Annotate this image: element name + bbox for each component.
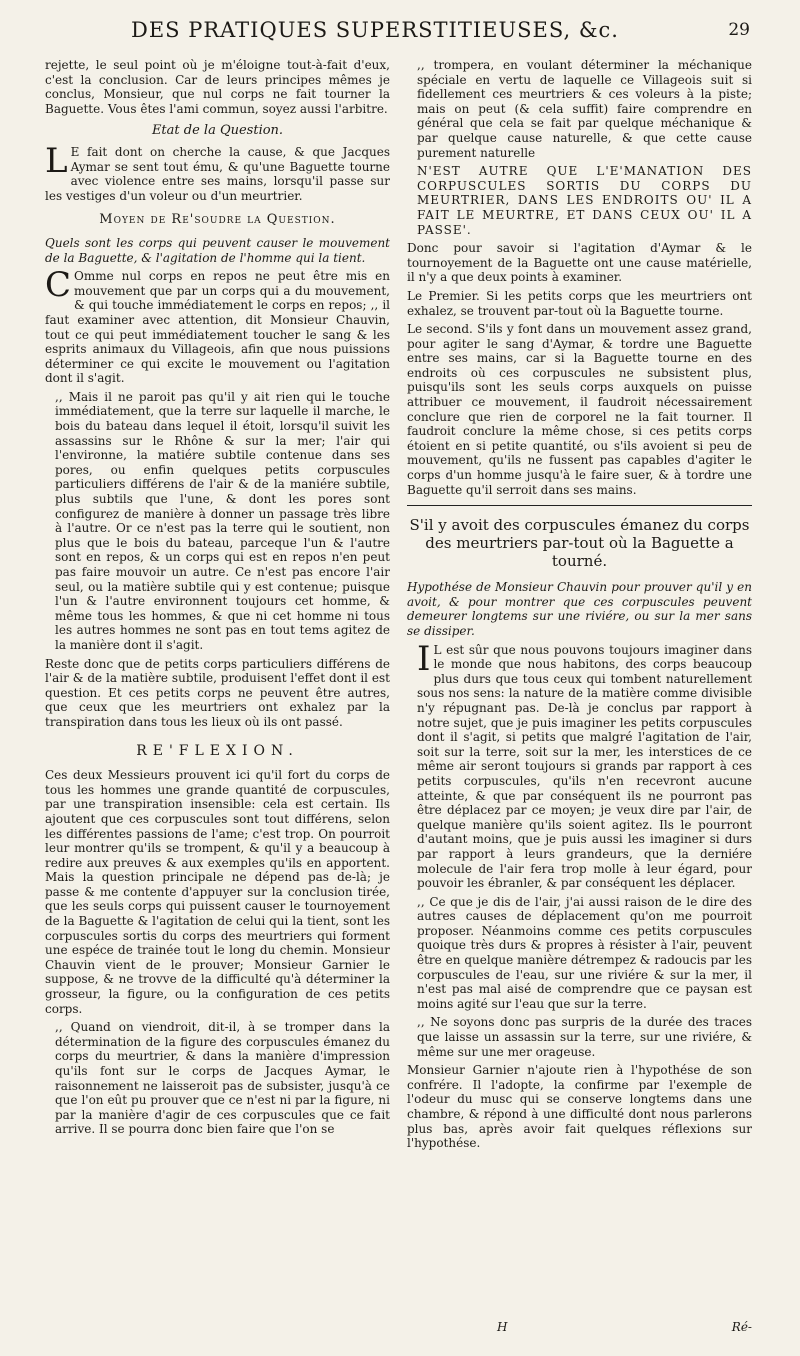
- paragraph-text: E fait dont on cherche la cause, & que Jacques Aymar se sent tout ému, & qu'une Baguette tourne avec violence entre ses mains, lorsqu'il passe sur les vestiges d'un voleur ou d'un meurtrier.: [45, 144, 390, 203]
- section-title: Moyen de Re'soudre la Question.: [99, 212, 336, 228]
- paragraph-text: L est sûr que nous pouvons toujours imaginer dans le monde que nous habitons, des corps beaucoup plus durs que tous ceux qui tombent naturellement sous nos sens: la nature de la matière comme divisible n'y répugnant pas. De-là je conclus par rapport à notre sujet, que je puis imaginer les petits corpuscules dont il s'agit, si petits que malgré l'agitation de l'air, soit sur la terre, soit sur la mer, les interstices de ce même air seront toujours si grands par rapport à ces petits corpuscules, qu'ils n'en recevront aucune atteinte, & que par conséquent ils ne pourront pas être déplacez par ce moyen; je veux dire par l'air, de quelque manière qu'ils soient agitez. Ils le pourront d'autant moins, que je puis aussi les imaginer si durs par rapport à leurs grandeurs, que la derniére molecule de l'air fera trop molle à leur égard, pour pouvoir les ébranler, & par conséquent les déplacer.: [417, 642, 752, 891]
- section-heading: Etat de la Question.: [151, 123, 284, 139]
- drop-cap: I: [417, 638, 431, 679]
- page-footer: [407, 1320, 752, 1342]
- paragraph: Reste donc que de petits corps particuliers différens de l'air & de la matière subtile, produisent l'effet dont il est question. Et ces petits corps ne peuvent être autres, que ceux que les meurtriers ont exhalez par la transpiration dans tous les lieux où ils ont passé.: [45, 656, 390, 729]
- quoted-paragraph: [407, 638, 752, 891]
- paragraph: Le second. S'ils y font dans un mouvement assez grand, pour agiter le sang d'Aymar, & tordre une Baguette entre ses mains, car si la Baguette tourne en des endroits où ces corpuscules ne subsistent plus, puisqu'ils sont les seuls corps auxquels on puisse attribuer ce mouvement, il faudroit nécessairement conclure que rien de corporel ne la fait tourner. Il faudroit conclure la même chose, si ces petits corps étoient en si petite quantité, ou s'ils avoient si peu de mouvement, qu'ils ne fussent pas capables d'agiter le corps d'un homme jusqu'à le faire suer, & à tordre une Baguette qu'il serroit dans ses mains.: [407, 322, 752, 497]
- catchword: Ré-: [731, 1320, 752, 1334]
- drop-cap: C: [45, 265, 72, 306]
- paragraph-text: Omme nul corps en repos ne peut être mis en mouvement que par un corps qui a du mouvement, & qui touche immédiatement le corps en repos; ,, il faut examiner avec attention, dit Monsieur Chauvin, tout ce qui peut immédiatement toucher le sang & les esprits animaux du Villageois, afin que nous puissions déterminer ce qui excite le mouvement ou l'agitation dont il s'agit.: [45, 269, 390, 386]
- paragraph: Monsieur Garnier n'ajoute rien à l'hypothése de son confrére. Il l'adopte, la confirme par l'exemple de l'odeur du musc qui se conserve longtems dans une chambre, & répond à une difficulté dont nous parlerons plus bas, après avoir fait quelques réflexions sur l'hypothése.: [407, 1063, 752, 1151]
- paragraph: Donc pour savoir si l'agitation d'Aymar & le tournoyement de la Baguette ont une cause matérielle, il n'y a que deux points à examiner.: [407, 241, 752, 285]
- subtitle: Quels sont les corps qui peuvent causer le mouvement de la Baguette, & l'agitation de l'homme qui la tient.: [45, 235, 390, 265]
- quoted-paragraph: ,, Ne soyons donc pas surpris de la durée des traces que laisse un assassin sur la terre, sur une riviére, & même sur une mer orageuse.: [417, 1015, 752, 1059]
- paragraph: [45, 265, 390, 386]
- quoted-paragraph: ,, Mais il ne paroit pas qu'il y ait rien qui le touche immédiatement, que la terre sur laquelle il marche, le bois du bateau dans lequel il étoit, lorsqu'il suivit les assassins sur le Rhône & sur la mer; l'air qui l'environne, la matiére subtile contenue dans ses pores, ou enfin quelques petits corpuscules particuliers différens de l'air & de la maniére subtile, plus subtils que l'une, & dont les pores sont configurez de manière à donner un passage très libre à l'autre. Or ce n'est pas la terre qui le soutient, non plus que le bois du bateau, parceque l'un & l'autre sont en repos, & un corps qui est en repos n'en peut pas faire mouvoir un autre. Ce n'est pas encore l'air seul, ou la matière subtile qui y est contenue; puisque l'un & l'autre environnent toujours cet homme, & même tous les hommes, & que ni cet homme ni tous les autres hommes ne sont pas en tout tems agitez de la manière dont il s'agit.: [55, 389, 390, 652]
- page-number: 29: [728, 20, 750, 40]
- paragraph: [45, 140, 390, 203]
- quoted-paragraph: ,, trompera, en voulant déterminer la méchanique spéciale en vertu de laquelle ce Villageois suit si fidellement ces meurtriers & ces voleurs à la piste; mais on peut (& cela suffit) faire comprendre en général que cela se fait par quelque méchanique & par quelque cause naturelle, & que cette cause purement naturelle: [417, 58, 752, 160]
- quoted-paragraph: ,, Ce que je dis de l'air, j'ai aussi raison de le dire des autres causes de déplacement qu'on me pourroit proposer. Néanmoins comme ces petits corpuscules quoique très durs & propres à résister à l'air, peuvent être en quelque manière détrempez & radoucis par les corpuscules de l'eau, sur une riviére & sur la mer, il n'est pas mal aisé de comprendre que ce paysan est moins agité sur l'eau que sur la terre.: [417, 894, 752, 1011]
- paragraph: Le Premier. Si les petits corps que les meurtriers ont exhalez, se trouvent par-tout où la Baguette tourne.: [407, 288, 752, 318]
- paragraph: rejette, le seul point où je m'éloigne tout-à-fait d'eux, c'est la conclusion. Car de leurs principes mêmes je conclus, Monsieur, que nul corps ne fait tourner la Baguette. Vous êtes l'ami commun, soyez aussi l'arbitre.: [45, 58, 390, 116]
- subtitle: Hypothése de Monsieur Chauvin pour prouver qu'il y en avoit, & pour montrer que ces corpuscules peuvent demeurer longtems sur une riviére, ou sur la mer sans se dissiper.: [407, 580, 752, 638]
- quoted-paragraph: ,, Quand on viendroit, dit-il, à se tromper dans la détermination de la figure des corpuscules émanez du corps du meurtrier, & dans la manière d'impression qu'ils font sur le corps de Jacques Aymar, le raisonnement ne laisseroit pas de subsister, jusqu'à ce que l'on eût pu prouver que ce n'est ni par la figure, ni par la manière d'agir de ces corpuscules que ce fait arrive. Il se pourra donc bien faire que l'on se: [55, 1020, 390, 1137]
- reflexion-heading: RE'FLEXION.: [136, 742, 299, 759]
- running-title: DES PRATIQUES SUPERSTITIEUSES, &c.: [130, 18, 619, 42]
- left-column: [45, 58, 390, 1141]
- drop-cap: L: [45, 140, 68, 181]
- right-column: [407, 58, 752, 1155]
- page-header: [60, 18, 750, 48]
- signature-mark: H: [497, 1320, 508, 1334]
- chapter-heading: S'il y avoit des corpuscules émanez du corps des meurtriers par-tout où la Baguette a tourné.: [409, 516, 750, 571]
- divider: [407, 505, 752, 506]
- emphasized-conclusion: N'EST AUTRE QUE L'E'MANATION DES CORPUSCULES SORTIS DU CORPS DU MEURTRIER, DANS LES ENDROITS OU' IL A FAIT LE MEURTRE, ET DANS CEUX OU' IL A PASSE'.: [417, 164, 752, 237]
- paragraph: Ces deux Messieurs prouvent ici qu'il fort du corps de tous les hommes une grande quantité de corpuscules, par une transpiration insensible: cela est certain. Ils ajoutent que ces corpuscules sont tout différens, selon les différentes passions de l'ame; c'est trop. On pourroit leur montrer qu'ils se trompent, & qu'il y a beaucoup à redire aux preuves & aux exemples qu'ils en apportent. Mais la question principale ne dépend pas de-là; je passe & me contente d'appuyer sur la conclusion tirée, que les seuls corps qui puissent causer le tournoyement de la Baguette & l'agitation de celui qui la tient, sont les corpuscules sortis du corps des meurtriers qui forment une espéce de trainée tout le long du chemin. Monsieur Chauvin vient de le prouver; Monsieur Garnier le suppose, & ne trovve de la difficulté qu'à déterminer la grosseur, la figure, ou la configuration de ces petits corps.: [45, 768, 390, 1016]
